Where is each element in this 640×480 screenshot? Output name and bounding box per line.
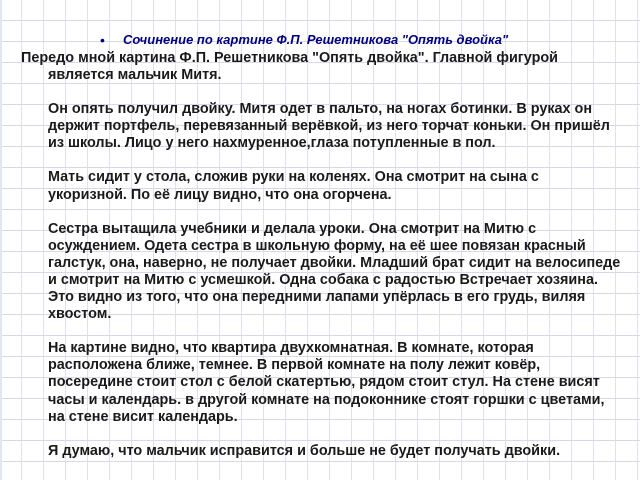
essay-title-row xyxy=(0,30,640,50)
essay-paragraph-5: На картине видно, что квартира двухкомнатная. В комнате, которая расположена ближе, темнее. В первой комнате на полу лежит ковёр, посередине стоит стол с белой скатертью, рядом стоит стул. На стене висят часы и календарь. в другой комнате на подоконнике стоят горшки с цветами, на стене висит календарь. xyxy=(48,340,605,425)
page-margin-line xyxy=(0,0,2,480)
essay-paragraph-2: Он опять получил двойку. Митя одет в пальто, на ногах ботинки. В руках он держит портфель, перевязанный верёвкой, из него торчат коньки. Он пришёл из школы. Лицо у него нахмуренное,глаза потупленные в пол. xyxy=(48,101,610,152)
title-bullet: • xyxy=(100,32,105,48)
essay-paragraph-3: Мать сидит у стола, сложив руки на коленях. Она смотрит на сына с укоризной. По её лицу видно, что она огорчена. xyxy=(48,169,539,203)
essay-title: Сочинение по картине Ф.П. Решетникова "Опять двойка" xyxy=(123,32,509,47)
essay-paragraph-1: Передо мной картина Ф.П. Решетникова "Опять двойка". Главной фигурой является мальчик Митя. xyxy=(21,50,559,84)
essay-paragraph-4: Сестра вытащила учебники и делала уроки. Она смотрит на Митю с осуждением. Одета сестра в школьную форму, на её шее повязан красный галстук, она, наверно, не получает двойки. Младший брат сидит на велосипеде и смотрит на Митю с усмешкой. Одна собака с радостью Встречает хозяина. Это видно из того, что она передними лапами упёрлась в его грудь, виляя хвостом. xyxy=(48,220,621,323)
essay-paragraph-6: Я думаю, что мальчик исправится и больше не будет получать двойки. xyxy=(48,442,561,459)
essay-body xyxy=(21,50,621,477)
